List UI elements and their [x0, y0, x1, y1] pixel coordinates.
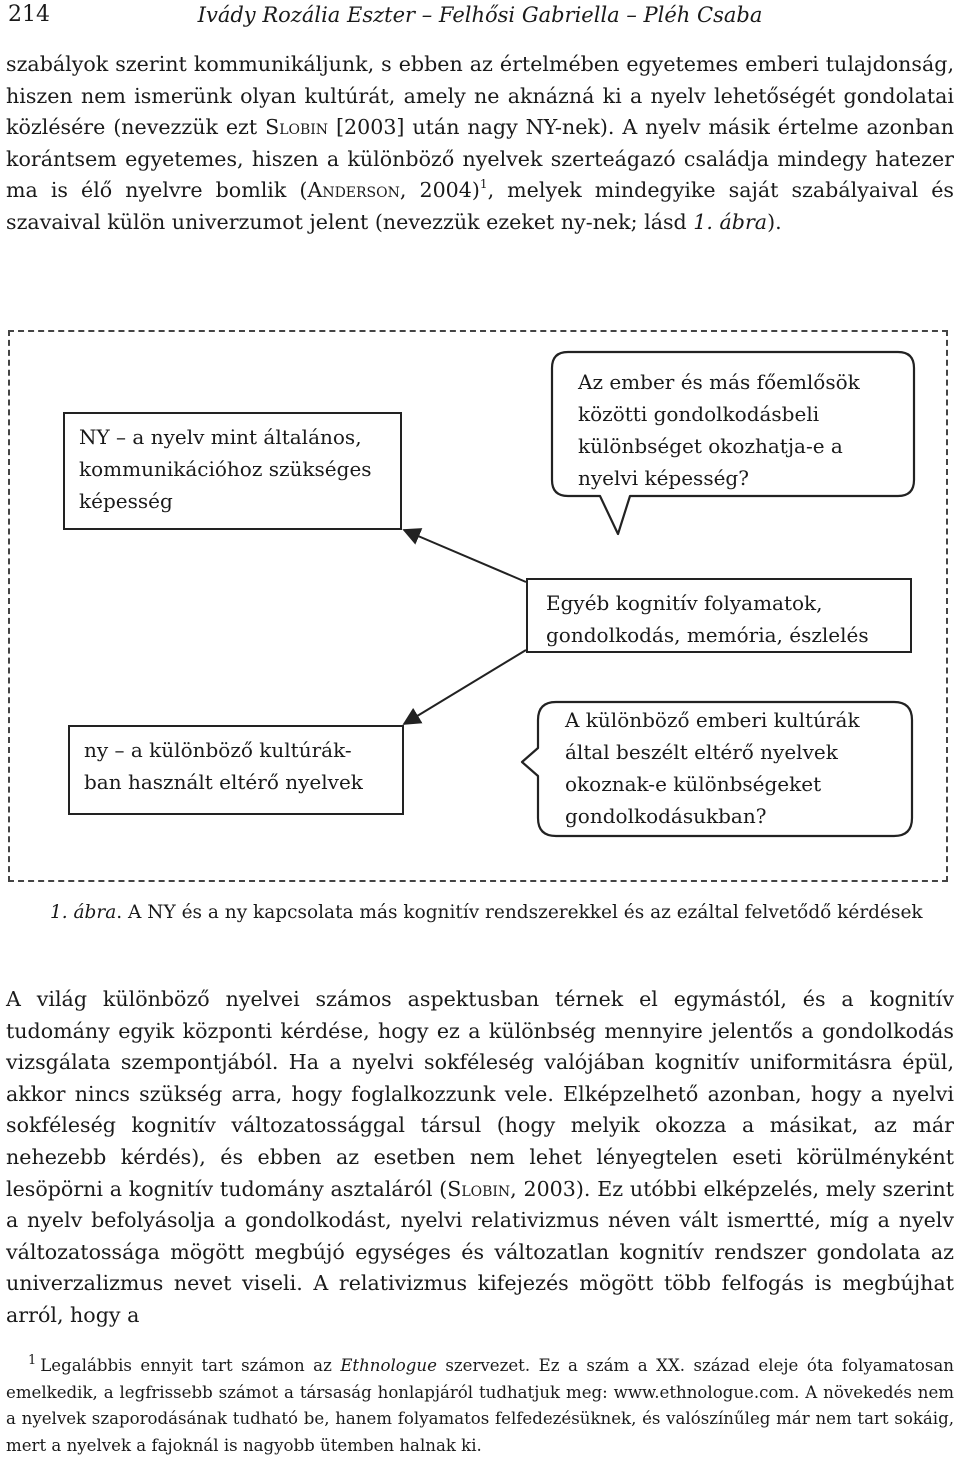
caption-text: . A NY és a ny kapcsolata más kognitív rendszerekkel és az ezáltal felvetődő kérdések: [116, 902, 923, 923]
para1-text-3: , 2004): [399, 178, 480, 203]
caption-label: 1. ábra: [50, 902, 117, 923]
box-cognitive-processes: [526, 578, 912, 653]
para1-text-2: [2003] után nagy NY-nek). A nyelv másik értelme azonban korántsem egyetemes, hiszen a különböző nyelvek szerteágazó családja mindegy hatezer ma is élő nyelvre bomlik (: [6, 115, 954, 203]
bubble-top-line-3: különbséget okozhatja-e a: [578, 434, 843, 458]
citation-slobin: Slobin: [265, 115, 329, 140]
arrow-to-lower-ny: [404, 650, 526, 724]
bubble-bottom-line-4: gondolkodásukban?: [565, 804, 767, 828]
page-header: [8, 2, 952, 32]
page-number: 214: [8, 2, 50, 27]
running-title: Ivády Rozália Eszter – Felhősi Gabriella – Pléh Csaba: [197, 3, 763, 27]
box-universal-line-1: NY – a nyelv mint általános,: [79, 425, 362, 449]
figure-1: [8, 330, 948, 882]
para1-text-5: ).: [767, 209, 782, 234]
footnote-1: [6, 1353, 954, 1459]
box-universal-line-2: kommunikációhoz szükséges: [79, 457, 372, 481]
bubble-bottom-text: [565, 704, 860, 832]
para1-text-4: , melyek mindegyike saját szabályaival és szavaival külön univerzumot jelent (nevezzük ezeket ny-nek; lásd: [6, 178, 954, 234]
bubble-bottom-line-2: által beszélt eltérő nyelvek: [565, 740, 838, 764]
footnote-text-2: szervezet. Ez a szám a XX. század eleje óta folyamatosan emelkedik, a legfrissebb számot a társaság honlapjáról tudhatjuk meg: www.ethnologue.com. A növekedés nem a nyelvek szaporodásának tudható be, hanem folyamatos felfedezésüknek, és valószínűleg már nem tart sokáig, mert a nyelvek a fajoknál is nagyobb ütemben halnak ki.: [6, 1356, 954, 1455]
footnote-text-1: Legalábbis ennyit tart számon az: [40, 1356, 341, 1375]
box-particular-languages: [68, 725, 404, 815]
box-cognitive-line-2: gondolkodás, memória, észlelés: [546, 623, 869, 647]
footnote-mark: 1: [28, 1353, 37, 1368]
body-paragraph-2: [6, 984, 954, 1332]
box-particular-line-1: ny – a különböző kultúrák-: [84, 738, 352, 762]
box-cognitive-line-1: Egyéb kognitív folyamatok,: [546, 591, 823, 615]
bubble-top-line-4: nyelvi képesség?: [578, 466, 749, 490]
bubble-top-line-2: közötti gondolkodásbeli: [578, 402, 820, 426]
box-universal-line-3: képesség: [79, 489, 173, 513]
bubble-top-line-1: Az ember és más főemlősök: [578, 370, 860, 394]
bubble-bottom-line-3: okoznak-e különbségeket: [565, 772, 822, 796]
footnote-source: Ethnologue: [340, 1356, 437, 1375]
body-paragraph-1: [6, 49, 954, 239]
bubble-top-text: [578, 366, 860, 494]
box-particular-line-2: ban használt eltérő nyelvek: [84, 770, 363, 794]
figure-caption: [50, 902, 923, 923]
citation-anderson: Anderson: [307, 178, 400, 203]
bubble-bottom-line-1: A különböző emberi kultúrák: [565, 708, 860, 732]
citation-slobin-2: Slobin: [447, 1176, 511, 1201]
arrow-to-upper-ny: [404, 530, 526, 582]
footnote-reference[interactable]: 1: [479, 177, 488, 192]
box-universal-language: [63, 412, 402, 530]
para2-text-2: , 2003). Ez utóbbi elképzelés, mely szerint a nyelv befolyásolja a gondolkodást, nyelvi relativizmus néven vált ismertté, míg a nyelv változatossága mögött megbújó egységes és változatlan kognitív rendszer gondolata az univerzalizmus nevet viseli. A relativizmus kifejezés mögött több felfogás is megbújhat arról, hogy a: [6, 1176, 954, 1327]
para2-text-1: A világ különböző nyelvei számos aspektusban térnek el egymástól, és a kognitív tudomány egyik központi kérdése, hogy ez a különbség mennyire jelentős a gondolkodás vizsgálata szempontjából. Ha a nyelvi sokféleség valójában kognitív uniformitásra épül, akkor nincs szükség arra, hogy foglalkozzunk vele. Elképzelhető azonban, hogy a nyelvi sokféleség kognitív változatossággal társul (hogy melyik okozza a másikat, az már nehezebb kérdés), és ebben az esetben nem lehet lényegtelen eseti körülményként lesöpörni a kognitív tudomány asztaláról (: [6, 987, 954, 1201]
para1-text-1: szabályok szerint kommunikáljunk, s ebben az értelmében egyetemes emberi tulajdonság, hiszen nem ismerünk olyan kultúrát, amely ne aknázná ki a nyelv lehetőségét gondolatai közlésére (nevezzük ezt: [6, 52, 954, 140]
figure-reference[interactable]: 1. ábra: [693, 209, 768, 234]
